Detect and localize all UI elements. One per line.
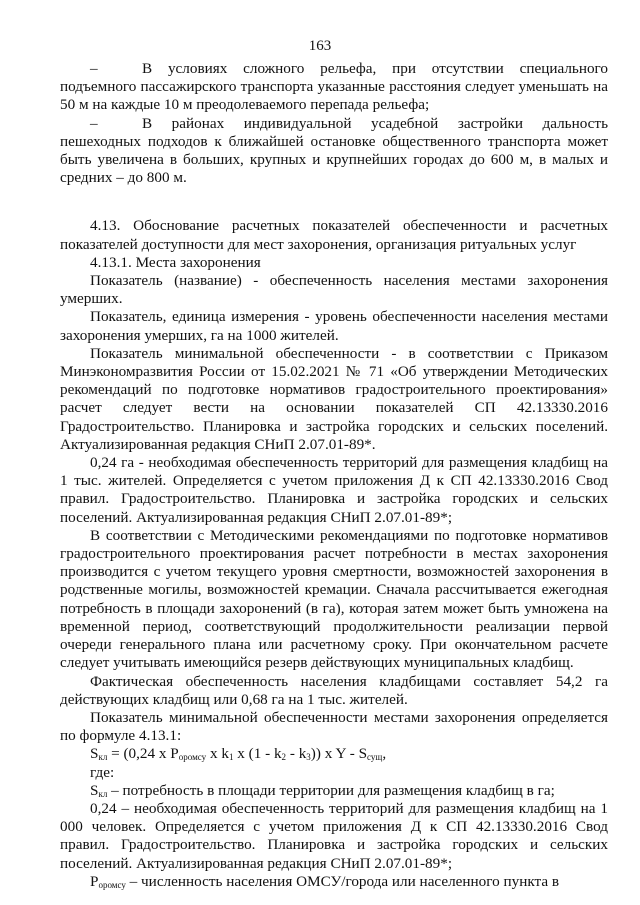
- subsection-title: 4.13.1. Места захоронения: [90, 253, 261, 271]
- paragraph: Показатель, единица измерения - уровень обеспеченности населения местами захоронения умерших, га на 1000 жителей.: [60, 308, 608, 344]
- section-title: 4.13. Обоснование расчетных показателей обеспеченности и расчетных показателей доступности для мест захоронения, организация ритуальных услуг: [60, 217, 608, 253]
- paragraph: 0,24 га - необходимая обеспеченность территорий для размещения кладбищ на 1 тыс. жителей. Определяется с учетом приложения Д к СП 42.13330.2016 Свод правил. Градостроительство. Планировка и застройка городских и сельских поселений. Актуализированная редакция СНиП 2.07.01-89*;: [60, 454, 608, 526]
- paragraph: Фактическая обеспеченность населения кладбищами составляет 54,2 га действующих кладбищ или 0,68 га на 1 тыс. жителей.: [60, 672, 608, 708]
- definition-024: 0,24 – необходимая обеспеченность территорий для размещения кладбищ на 1 000 человек. Определяется с учетом приложения Д к СП 42.13330.2016 Свод правил. Градостроительство. Планировка и застройка городских и сельских поселений. Актуализированная редакция СНиП 2.07.01-89*;: [60, 799, 608, 872]
- definition-p: $P_{оромсу}$ – численность населения ОМСУ/города или населенного пункта в: [90, 872, 560, 890]
- where-label: где:: [90, 763, 115, 781]
- page-number: 163: [308, 38, 332, 54]
- bullet-text: В условиях сложного рельефа, при отсутствии специального подъемного пассажирского транспорта указанные расстояния следует уменьшать на 50 м на каждые 10 м преодолеваемого перепада рельефа;: [60, 60, 608, 114]
- bullet-dash: –: [90, 60, 98, 77]
- page-body: [60, 60, 608, 891]
- formula: $S_{кл} = (0,24$ x $P_{оромсу}$ x $k_1$ x $(1 - k_2 - k_3)$) x Y - $S_{сущ}$,: [90, 745, 387, 763]
- spacer: [60, 187, 608, 217]
- definition-s: $S_{кл}$ – потребность в площади территории для размещения кладбищ в га;: [90, 781, 555, 799]
- paragraph: В соответствии с Методическими рекомендациями по подготовке нормативов градостроительного проектирования расчет потребности в местах захоронения производится с учетом текущего уровня смертности, возможностей захоронения в родственные могилы, возможностей кремации. Сначала рассчитывается ежегодная потребность в площади захоронений (в га), которая затем может быть умножена на временной период, соответствующий продолжительности реализации первой очереди генерального плана или расчетному сроку. При окончательном расчете следует учитывать имеющийся резерв действующих муниципальных кладбищ.: [60, 526, 608, 672]
- bullet-item: [60, 60, 608, 115]
- bullet-text: В районах индивидуальной усадебной застройки дальность пешеходных подходов к ближайшей остановке общественного транспорта может быть увеличена в больших, крупных и крупнейших городах до 600 м, в малых и средних – до 800 м.: [60, 114, 608, 187]
- bullet-dash: –: [90, 114, 98, 132]
- paragraph: Показатель минимальной обеспеченности местами захоронения определяется по формуле 4.13.1:: [60, 708, 608, 745]
- paragraph: Показатель минимальной обеспеченности - в соответствии с Приказом Минэкономразвития России от 15.02.2021 № 71 «Об утверждении Методических рекомендаций по подготовке нормативов градостроительного проектирования» расчет следует вести на основании показателей СП 42.13330.2016 Градостроительство. Планировка и застройка городских и сельских поселений. Актуализированная редакция СНиП 2.07.01-89*.: [60, 344, 608, 453]
- bullet-item: [60, 115, 608, 188]
- paragraph: Показатель (название) - обеспеченность населения местами захоронения умерших.: [60, 272, 608, 308]
